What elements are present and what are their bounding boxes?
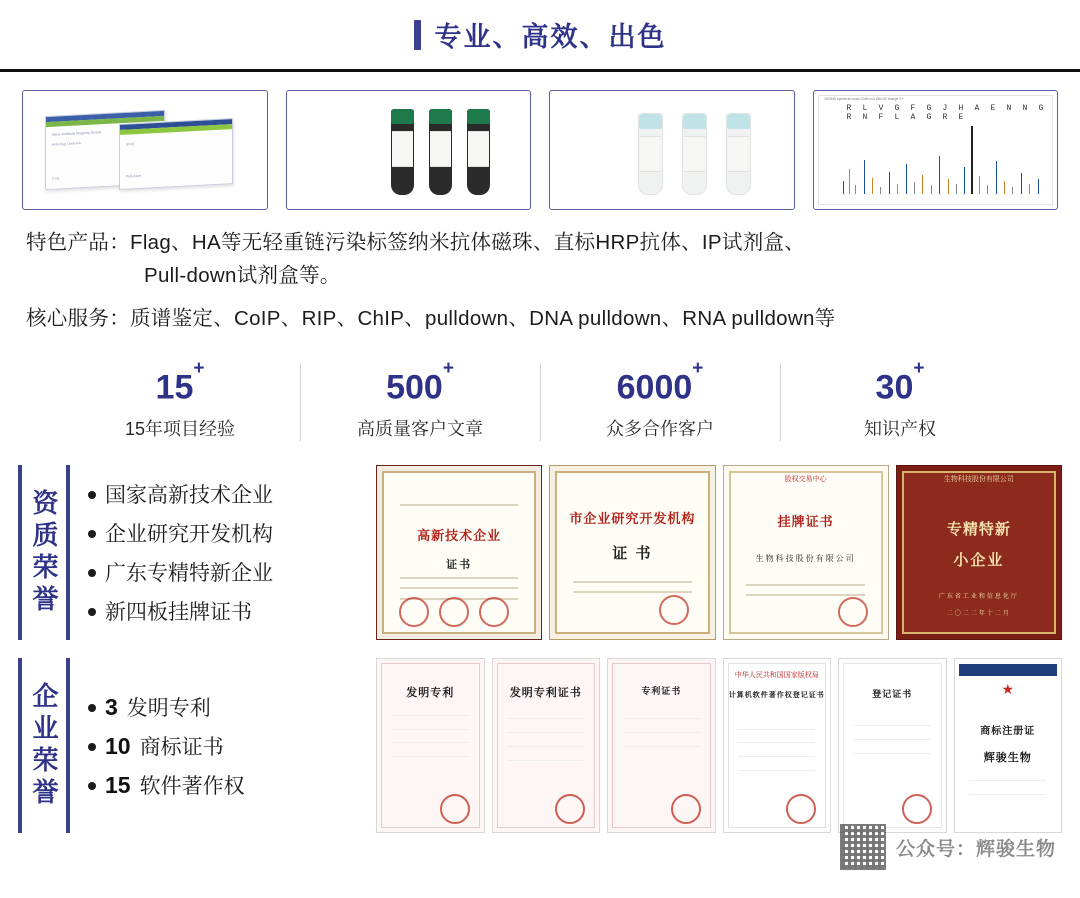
product-image-row bbox=[0, 72, 1080, 218]
stat-item-publications bbox=[300, 357, 540, 447]
qualification-tab-label: 资质荣誉 bbox=[29, 488, 59, 617]
bullet-icon bbox=[88, 491, 96, 499]
stat-number-value: 30 bbox=[875, 368, 914, 407]
document-header-band bbox=[959, 664, 1058, 676]
list-item-label: 软件著作权 bbox=[139, 774, 245, 798]
product-card-bead-tubes bbox=[286, 90, 532, 210]
registration-certificate-thumbnail bbox=[838, 658, 947, 833]
certificate-subtitle: 生物科技股份有限公司 bbox=[755, 553, 856, 563]
certificate-thumbnail: 生物科技股份有限公司 专精特新 小企业 广东省工业和信息化厅 二〇二二年十二月 bbox=[896, 465, 1062, 640]
stats-row bbox=[60, 357, 1020, 447]
product-card-mass-spectrum bbox=[813, 90, 1059, 210]
enterprise-list bbox=[80, 658, 370, 833]
list-item-label: 商标证书 bbox=[139, 735, 224, 759]
bullet-icon bbox=[88, 782, 96, 790]
certificate-title: 市企业研究开发机构 bbox=[569, 510, 696, 526]
enterprise-tab bbox=[18, 658, 70, 833]
qualification-honors-section bbox=[18, 465, 1062, 640]
reagent-tube-photo bbox=[638, 113, 663, 195]
list-item bbox=[88, 692, 370, 722]
page-title: 专业、高效、出色 bbox=[434, 22, 667, 52]
stat-number bbox=[300, 358, 540, 407]
list-item bbox=[88, 479, 370, 509]
certificate-subtitle: 证 书 bbox=[612, 545, 653, 563]
watermark-text: 公众号：辉骏生物 bbox=[895, 838, 1056, 860]
stat-number bbox=[540, 358, 780, 407]
stat-number-sup: + bbox=[913, 358, 925, 379]
list-item-count: 15 bbox=[105, 771, 131, 798]
bead-tube-photo bbox=[391, 109, 414, 195]
list-item bbox=[88, 518, 370, 548]
enterprise-tab-label: 企业荣誉 bbox=[29, 681, 59, 810]
mass-spectrum-photo bbox=[818, 95, 1054, 205]
seal-icon bbox=[440, 794, 470, 824]
certificate-thumbnail: 股权交易中心 挂牌证书 生物科技股份有限公司 bbox=[723, 465, 889, 640]
stat-number bbox=[60, 358, 300, 407]
stat-number bbox=[780, 358, 1020, 407]
stat-number-sup: + bbox=[442, 358, 454, 379]
certificate-footer: 广东省工业和信息化厅 bbox=[938, 593, 1019, 600]
document-title: 计算机软件著作权登记证书 bbox=[728, 692, 825, 700]
software-copyright-thumbnail bbox=[723, 658, 832, 833]
certificate-title: 专精特新 bbox=[946, 521, 1011, 539]
stat-label: 众多合作客户 bbox=[606, 419, 714, 440]
seal-icon bbox=[671, 794, 701, 824]
reagent-tube-photo bbox=[726, 113, 751, 195]
document-brand: 辉骏生物 bbox=[983, 752, 1032, 765]
bullet-icon bbox=[88, 704, 96, 712]
document-title: 登记证书 bbox=[872, 689, 913, 699]
qr-code-icon bbox=[840, 824, 886, 870]
list-item-label: 广东专精特新企业 bbox=[105, 562, 273, 586]
page-header bbox=[0, 0, 1080, 72]
national-emblem-icon: ★ bbox=[1001, 681, 1015, 698]
stat-number-sup: + bbox=[692, 358, 704, 379]
document-national-header: 中华人民共和国国家版权局 bbox=[734, 671, 819, 679]
list-item-label: 发明专利 bbox=[126, 696, 211, 720]
stat-item-customers bbox=[540, 357, 780, 447]
kit-box-photo-secondary: IP Kit Pull-down bbox=[119, 118, 233, 190]
watermark bbox=[840, 824, 1056, 870]
bullet-icon bbox=[88, 608, 96, 616]
list-item-count: 3 bbox=[105, 693, 118, 720]
document-title: 发明专利 bbox=[406, 686, 455, 699]
stat-number-value: 6000 bbox=[616, 368, 693, 407]
spectrum-peaks bbox=[837, 120, 1047, 194]
stat-label: 知识产权 bbox=[864, 419, 936, 440]
header-accent-bar bbox=[414, 20, 421, 50]
bullet-icon bbox=[88, 530, 96, 538]
document-title: 发明专利证书 bbox=[509, 686, 582, 699]
seal-icon bbox=[659, 595, 689, 625]
list-item-label: 企业研究开发机构 bbox=[105, 523, 273, 547]
list-item bbox=[88, 770, 370, 800]
product-card-kit-box bbox=[22, 90, 268, 210]
featured-products-line-cont: Pull-down试剂盒等。 bbox=[144, 264, 341, 287]
bullet-icon bbox=[88, 569, 96, 577]
list-item bbox=[88, 557, 370, 587]
certificate-subtitle: 证书 bbox=[446, 559, 473, 572]
enterprise-document-gallery bbox=[370, 658, 1062, 833]
trademark-certificate-thumbnail bbox=[954, 658, 1063, 833]
stat-item-ip bbox=[780, 357, 1020, 447]
patent-certificate-thumbnail bbox=[492, 658, 601, 833]
stat-number-value: 15 bbox=[155, 368, 194, 407]
patent-certificate-thumbnail bbox=[376, 658, 485, 833]
document-title: 专利证书 bbox=[641, 685, 682, 696]
seal-icon bbox=[902, 794, 932, 824]
spectrum-sequence: R L V G F G J H A E N N G R N F L A G R E bbox=[846, 104, 1047, 122]
document-title: 商标注册证 bbox=[980, 725, 1036, 737]
certificate-thumbnail bbox=[549, 465, 715, 640]
header-inner bbox=[414, 15, 667, 54]
list-item bbox=[88, 596, 370, 626]
stat-number-sup: + bbox=[193, 358, 205, 379]
list-item-count: 10 bbox=[105, 732, 131, 759]
qualification-list bbox=[80, 465, 370, 640]
qualification-certificate-gallery bbox=[370, 465, 1062, 640]
list-item bbox=[88, 731, 370, 761]
core-services-line: 核心服务：质谱鉴定、CoIP、RIP、ChIP、pulldown、DNA pulldown、RNA pulldown等 bbox=[26, 307, 836, 330]
bullet-icon bbox=[88, 743, 96, 751]
product-card-reagent-tubes bbox=[549, 90, 795, 210]
kit-box-photo: Nano-Antibody Magnetic Beads Anti-Flag / Anti-HA 2 mL bbox=[45, 110, 165, 190]
seal-icon bbox=[838, 597, 868, 627]
stat-number-value: 500 bbox=[386, 368, 443, 407]
bead-tube-photo bbox=[467, 109, 490, 195]
certificate-date: 二〇二二年十二月 bbox=[946, 611, 1011, 618]
patent-certificate-thumbnail bbox=[607, 658, 716, 833]
certificate-subtitle: 小企业 bbox=[953, 552, 1005, 570]
bead-tube-photo bbox=[429, 109, 452, 195]
intro-text-block bbox=[0, 218, 1080, 335]
enterprise-honors-section bbox=[18, 658, 1062, 833]
stat-item-experience bbox=[60, 357, 300, 447]
qualification-tab bbox=[18, 465, 70, 640]
list-item-label: 国家高新技术企业 bbox=[105, 484, 273, 508]
featured-products-line: 特色产品：Flag、HA等无轻重链污染标签纳米抗体磁珠、直标HRP抗体、IP试剂盒、 bbox=[26, 231, 806, 254]
spectrum-meta-text: MS/MS spectrum scan 2046 m/z 684.32 charge 2+ bbox=[824, 97, 904, 101]
list-item-label: 新四板挂牌证书 bbox=[105, 601, 252, 625]
stat-label: 高质量客户文章 bbox=[357, 419, 483, 440]
certificate-title: 高新技术企业 bbox=[417, 528, 502, 544]
stat-label: 15年项目经验 bbox=[124, 419, 236, 440]
certificate-title: 挂牌证书 bbox=[777, 514, 834, 530]
certificate-thumbnail bbox=[376, 465, 542, 640]
reagent-tube-photo bbox=[682, 113, 707, 195]
